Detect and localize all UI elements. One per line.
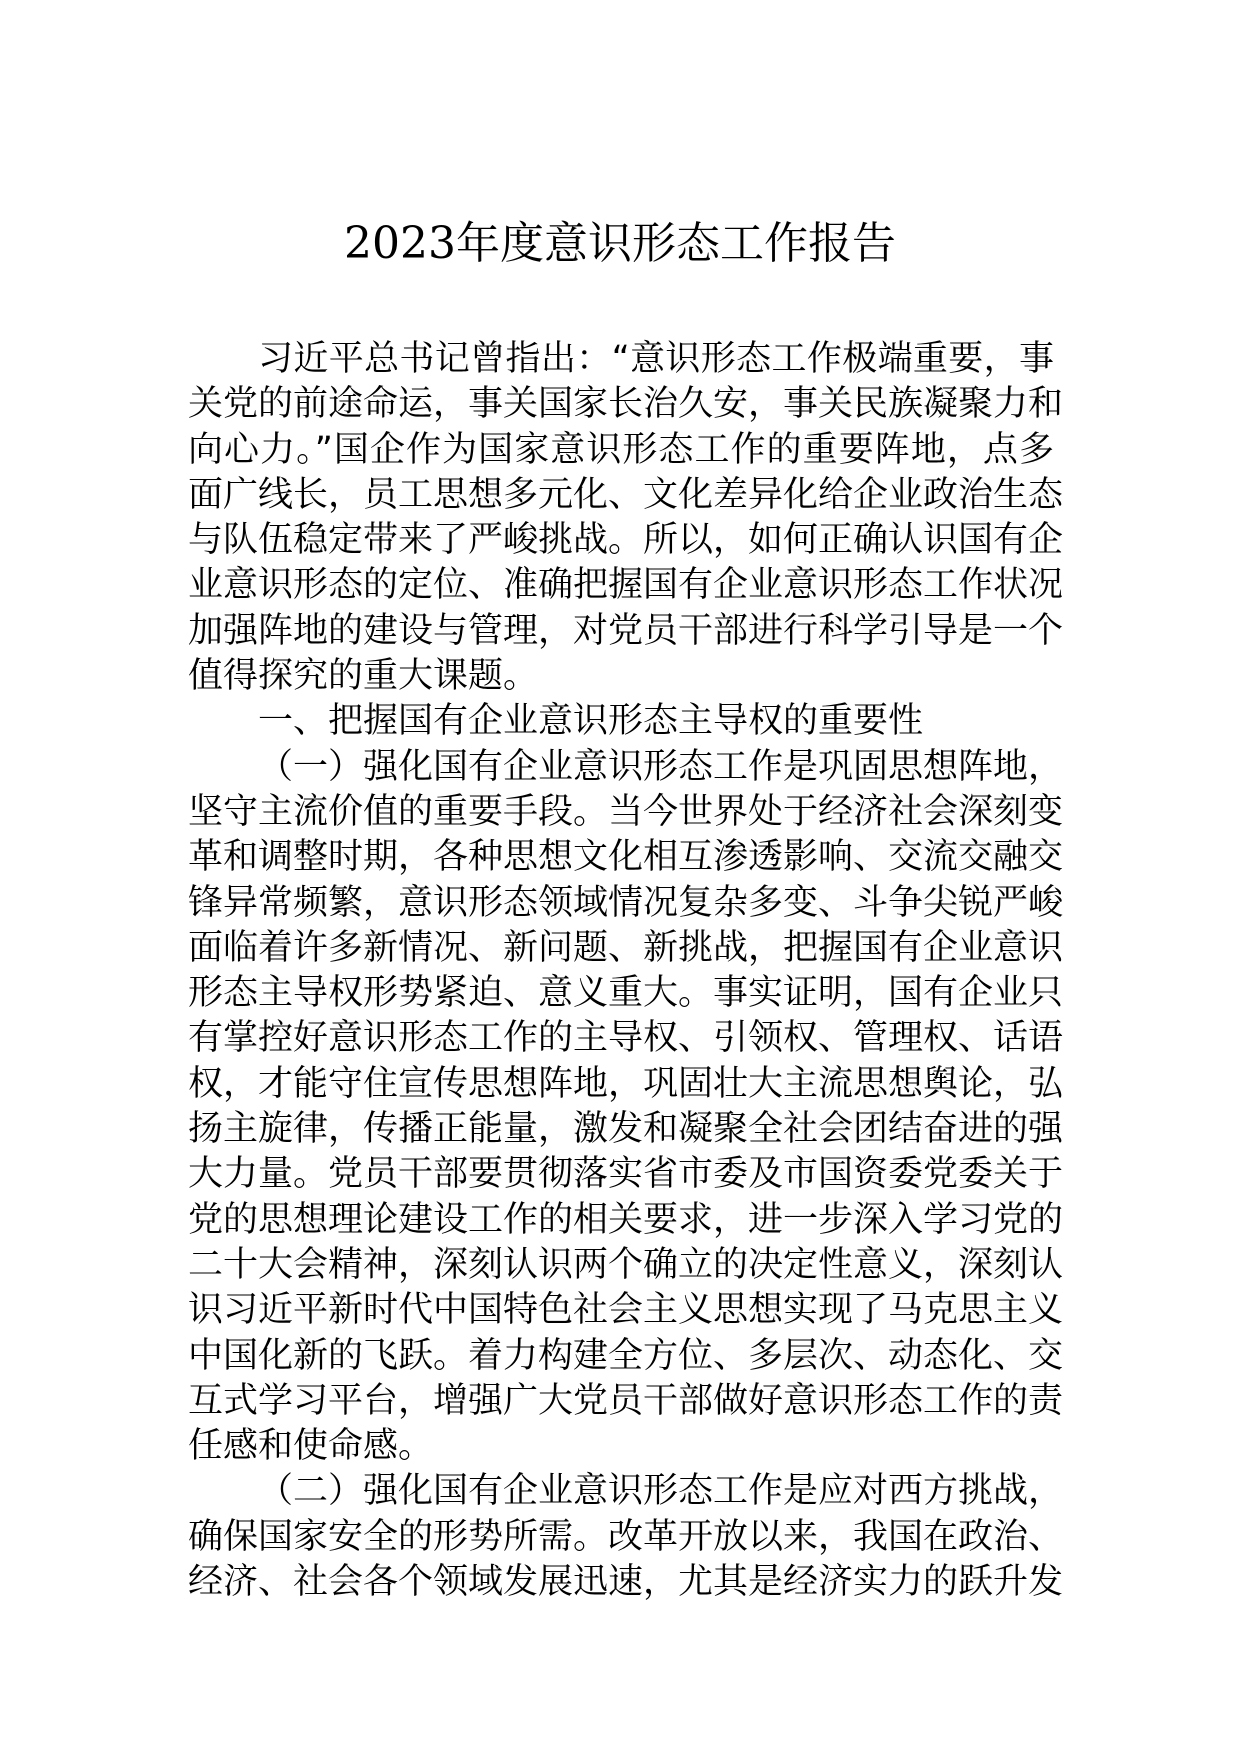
text-line: （一）强化国有企业意识形态工作是巩固思想阵地， [258, 746, 1064, 787]
text-line: 中国化新的飞跃。着力构建全方位、多层次、动态化、交 [188, 1335, 1064, 1376]
text-line: 党的思想理论建设工作的相关要求，进一步深入学习党的 [188, 1199, 1064, 1240]
paragraph [188, 337, 1064, 699]
paragraph [188, 745, 1064, 1470]
text-line: 识习近平新时代中国特色社会主义思想实现了马克思主义 [188, 1290, 1064, 1331]
text-line: 确保国家安全的形势所需。改革开放以来，我国在政治、 [188, 1516, 1064, 1557]
document-title: 2023年度意识形态工作报告 [344, 218, 896, 269]
text-line: 面临着许多新情况、新问题、新挑战，把握国有企业意识 [188, 927, 1064, 968]
text-line: 任感和使命感。 [188, 1426, 434, 1467]
text-line: 习近平总书记曾指出：“意识形态工作极端重要，事 [258, 339, 1054, 379]
text-line: 值得探究的重大课题。 [188, 656, 539, 697]
text-line: 大力量。党员干部要贯彻落实省市委及市国资委党委关于 [188, 1154, 1064, 1195]
text-line: 面广线长，员工思想多元化、文化差异化给企业政治生态 [188, 474, 1064, 515]
text-line: 扬主旋律，传播正能量，激发和凝聚全社会团结奋进的强 [188, 1109, 1064, 1150]
text-line: 一、把握国有企业意识形态主导权的重要性 [258, 701, 924, 742]
text-line: 与队伍稳定带来了严峻挑战。所以，如何正确认识国有企 [188, 520, 1064, 561]
text-line: （二）强化国有企业意识形态工作是应对西方挑战， [258, 1471, 1064, 1512]
text-line: 锋异常频繁，意识形态领域情况复杂多变、斗争尖锐严峻 [188, 882, 1064, 923]
text-line: 向心力。”国企作为国家意识形态工作的重要阵地，点多 [188, 429, 1054, 470]
text-line: 加强阵地的建设与管理，对党员干部进行科学引导是一个 [188, 610, 1064, 651]
document-body [188, 337, 1064, 1605]
section-heading [188, 699, 1054, 744]
text-line: 坚守主流价值的重要手段。当今世界处于经济社会深刻变 [188, 791, 1064, 832]
text-line: 二十大会精神，深刻认识两个确立的决定性意义，深刻认 [188, 1244, 1064, 1285]
text-line: 革和调整时期，各种思想文化相互渗透影响、交流交融交 [188, 837, 1064, 878]
text-line: 经济、社会各个领域发展迅速，尤其是经济实力的跃升发 [188, 1562, 1064, 1603]
text-line: 业意识形态的定位、准确把握国有企业意识形态工作状况 [188, 565, 1064, 606]
text-line: 权，才能守住宣传思想阵地，巩固壮大主流思想舆论，弘 [188, 1063, 1064, 1104]
paragraph [188, 1469, 1064, 1605]
text-line: 关党的前途命运，事关国家长治久安，事关民族凝聚力和 [188, 384, 1064, 425]
text-line: 有掌控好意识形态工作的主导权、引领权、管理权、话语 [188, 1018, 1064, 1059]
text-line: 形态主导权形势紧迫、意义重大。事实证明，国有企业只 [188, 973, 1064, 1014]
text-line: 互式学习平台，增强广大党员干部做好意识形态工作的责 [188, 1380, 1064, 1421]
